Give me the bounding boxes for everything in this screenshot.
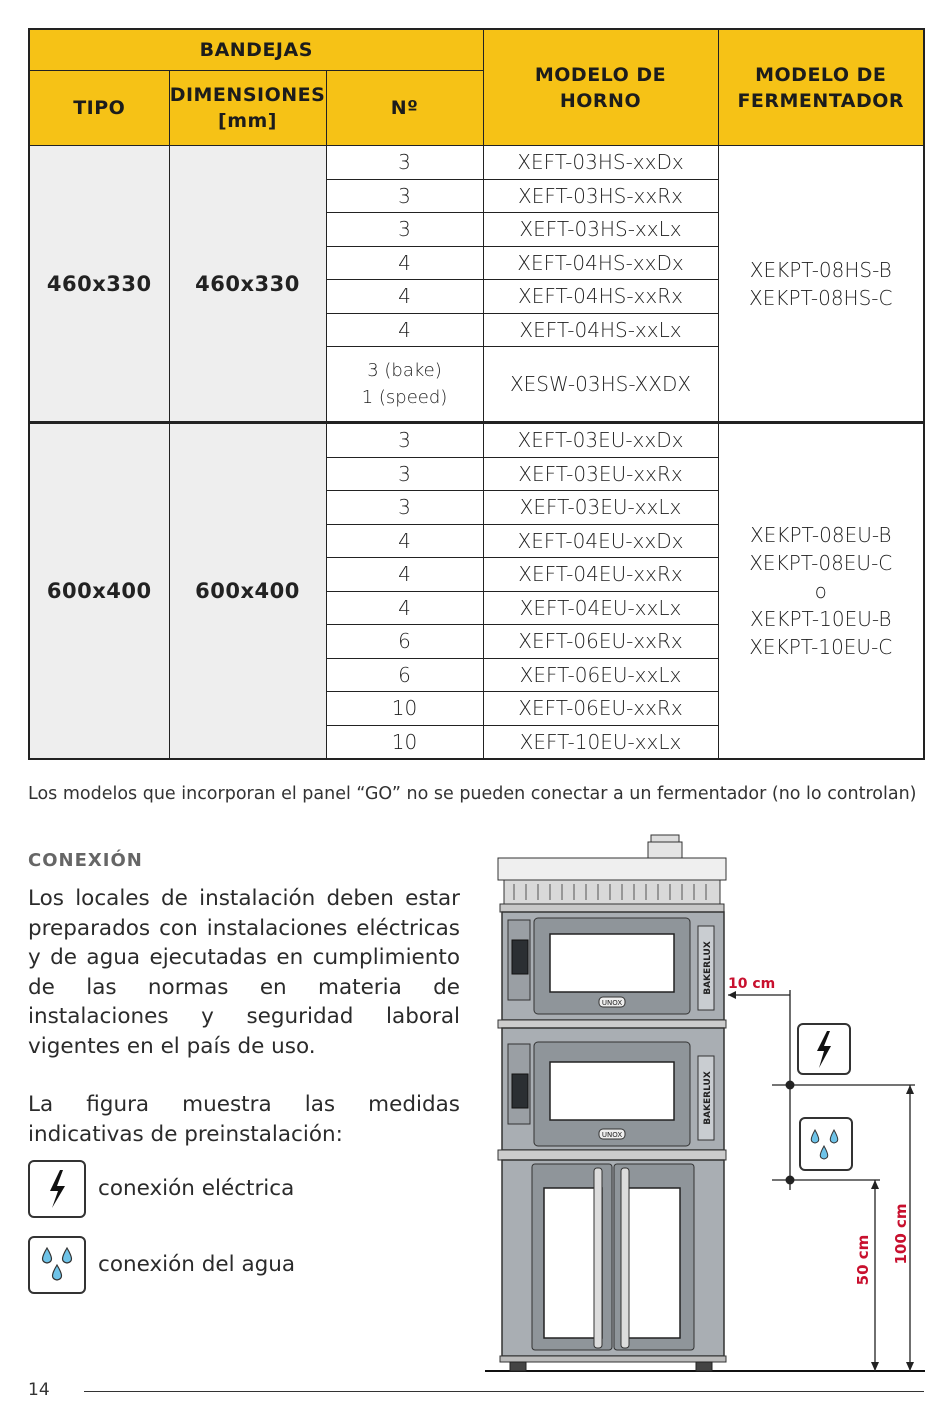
oven-logo: UNOX xyxy=(601,1131,623,1139)
header-num: Nº xyxy=(326,71,483,146)
header-tipo: TIPO xyxy=(29,71,169,146)
num-cell: 6 xyxy=(326,658,483,692)
legend-electric xyxy=(28,1160,468,1220)
tipo-cell: 600x400 xyxy=(29,423,169,760)
header-modelo-horno xyxy=(483,29,718,146)
fermentador-cell xyxy=(718,146,924,423)
oven-bottom xyxy=(498,1028,726,1160)
num-cell: 3 xyxy=(326,179,483,213)
header-modelo-fermentador xyxy=(718,29,924,146)
num-cell: 4 xyxy=(326,558,483,592)
header-dimensiones-line1: DIMENSIONES xyxy=(169,84,326,106)
water-drops-icon xyxy=(28,1236,86,1294)
num-cell xyxy=(326,347,483,423)
num-cell: 3 xyxy=(326,146,483,180)
modelo-cell: XEFT-03EU-xxRx xyxy=(483,457,718,491)
lightning-icon xyxy=(28,1160,86,1218)
num-cell: 3 xyxy=(326,213,483,247)
dimension-50cm-label: 50 cm xyxy=(854,1234,872,1286)
num-cell: 3 xyxy=(326,457,483,491)
table-header-row-1 xyxy=(29,29,924,71)
modelo-cell: XEFT-04HS-xxLx xyxy=(483,313,718,347)
num-cell: 4 xyxy=(326,246,483,280)
modelo-cell: XEFT-03HS-xxLx xyxy=(483,213,718,247)
modelo-cell: XEFT-03HS-xxRx xyxy=(483,179,718,213)
fermentador-model: XEKPT-08EU-B xyxy=(750,523,892,547)
modelo-cell: XEFT-06EU-xxRx xyxy=(483,625,718,659)
num-bake: 3 (bake) xyxy=(367,360,442,381)
connection-paragraph: Los locales de instalación deben estar preparados con instalaciones eléctricas y de agua ejecutadas en cumplimiento de las normas en materia de instalaciones y seguridad laboral vigentes en el país de uso. xyxy=(28,886,460,1059)
modelo-cell: XESW-03HS-XXDX xyxy=(483,347,718,423)
header-modelo-horno-line2: HORNO xyxy=(559,89,642,112)
dimensiones-cell: 600x400 xyxy=(169,423,326,760)
num-cell: 4 xyxy=(326,591,483,625)
header-bandejas: BANDEJAS xyxy=(29,29,483,71)
fermentador-model: XEKPT-08EU-C xyxy=(749,551,893,575)
modelo-cell: XEFT-04EU-xxRx xyxy=(483,558,718,592)
dimension-10cm-label: 10 cm xyxy=(728,976,776,992)
modelo-cell: XEFT-03EU-xxLx xyxy=(483,491,718,525)
figure-intro-paragraph: La figura muestra las medidas indicativas de preinstalación: xyxy=(28,1092,460,1147)
oven-logo: UNOX xyxy=(601,999,623,1007)
table-row xyxy=(29,146,924,180)
modelo-cell: XEFT-03HS-xxDx xyxy=(483,146,718,180)
modelo-cell: XEFT-04HS-xxRx xyxy=(483,280,718,314)
fermentador-model: XEKPT-08HS-B xyxy=(749,257,892,282)
modelo-cell: XEFT-04EU-xxDx xyxy=(483,524,718,558)
proofer-cabinet xyxy=(500,1160,726,1371)
header-modelo-horno-line1: MODELO DE xyxy=(534,63,667,86)
modelo-cell: XEFT-04EU-xxLx xyxy=(483,591,718,625)
modelo-cell: XEFT-06EU-xxRx xyxy=(483,692,718,726)
header-modelo-ferm-line1: MODELO DE xyxy=(755,63,887,86)
modelo-cell: XEFT-06EU-xxLx xyxy=(483,658,718,692)
footer-rule xyxy=(84,1391,924,1392)
oven-brand: BAKERLUX xyxy=(703,941,713,995)
num-cell: 10 xyxy=(326,725,483,759)
legend-electric-label: conexión eléctrica xyxy=(98,1176,295,1201)
models-table xyxy=(28,28,925,760)
modelo-cell: XEFT-03EU-xxDx xyxy=(483,423,718,458)
table-row xyxy=(29,423,924,458)
modelo-cell: XEFT-04HS-xxDx xyxy=(483,246,718,280)
header-modelo-ferm-line2: FERMENTADOR xyxy=(737,89,905,112)
fermentador-cell xyxy=(718,423,924,760)
dimensiones-cell: 460x330 xyxy=(169,146,326,423)
header-dimensiones xyxy=(169,71,326,146)
table-note: Los modelos que incorporan el panel “GO” no se pueden conectar a un fermentador (no lo controlan) xyxy=(28,784,917,804)
num-cell: 4 xyxy=(326,524,483,558)
oven-top xyxy=(498,912,726,1028)
num-cell: 3 xyxy=(326,491,483,525)
legend-water-label: conexión del agua xyxy=(98,1252,296,1277)
fermentador-model: XEKPT-08HS-C xyxy=(749,285,893,310)
water-drops-icon xyxy=(800,1118,852,1170)
dimension-100cm-label: 100 cm xyxy=(892,1203,910,1265)
header-dimensiones-line2: [mm] xyxy=(218,110,277,132)
vent-hood xyxy=(498,835,726,912)
lightning-icon xyxy=(798,1024,850,1074)
modelo-cell: XEFT-10EU-xxLx xyxy=(483,725,718,759)
num-cell: 4 xyxy=(326,313,483,347)
fermentador-or: o xyxy=(814,579,827,603)
fermentador-model: XEKPT-10EU-B xyxy=(750,607,892,631)
num-cell: 10 xyxy=(326,692,483,726)
num-cell: 3 xyxy=(326,423,483,458)
legend-water xyxy=(28,1236,468,1296)
installation-figure xyxy=(470,830,940,1385)
page-number: 14 xyxy=(28,1380,50,1400)
section-title: CONEXIÓN xyxy=(28,850,143,871)
oven-brand: BAKERLUX xyxy=(703,1071,713,1125)
tipo-cell: 460x330 xyxy=(29,146,169,423)
num-speed: 1 (speed) xyxy=(361,387,448,408)
fermentador-model: XEKPT-10EU-C xyxy=(749,635,893,659)
num-cell: 4 xyxy=(326,280,483,314)
num-cell: 6 xyxy=(326,625,483,659)
